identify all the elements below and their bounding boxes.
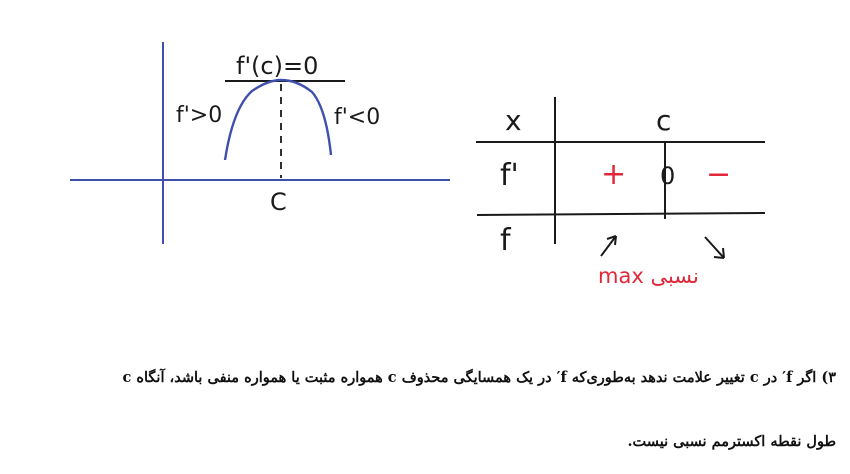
max-annotation: max نسبی (598, 264, 699, 288)
row-x-value-c: c (656, 104, 672, 137)
table-hline-2 (477, 213, 765, 215)
zero-value: 0 (660, 162, 676, 190)
x-label-c: C (270, 188, 287, 216)
row-x-header: x (505, 104, 522, 137)
peak-label: f'(c)=0 (236, 52, 319, 80)
right-sign-label: f'<0 (334, 105, 381, 130)
row-fprime-header: f' (500, 158, 519, 193)
graph (70, 42, 450, 244)
row-f-header: f (500, 223, 511, 258)
plus-sign: + (601, 157, 627, 192)
parabola-curve (225, 80, 331, 160)
paragraph-line-1: ۳) اگر f′ در c تغییر علامت ندهد به‌طوری‌که f′ در یک همسایگی محذوف c همواره مثبت یا همواره منفی باشد، آنگاه c (122, 369, 836, 386)
left-sign-label: f'>0 (176, 103, 223, 128)
sign-table (476, 97, 765, 288)
decreasing-arrow (705, 237, 724, 258)
paragraph-line-2: طول نقطه اکسترمم نسبی نیست. (627, 433, 836, 450)
minus-sign: − (706, 157, 732, 192)
